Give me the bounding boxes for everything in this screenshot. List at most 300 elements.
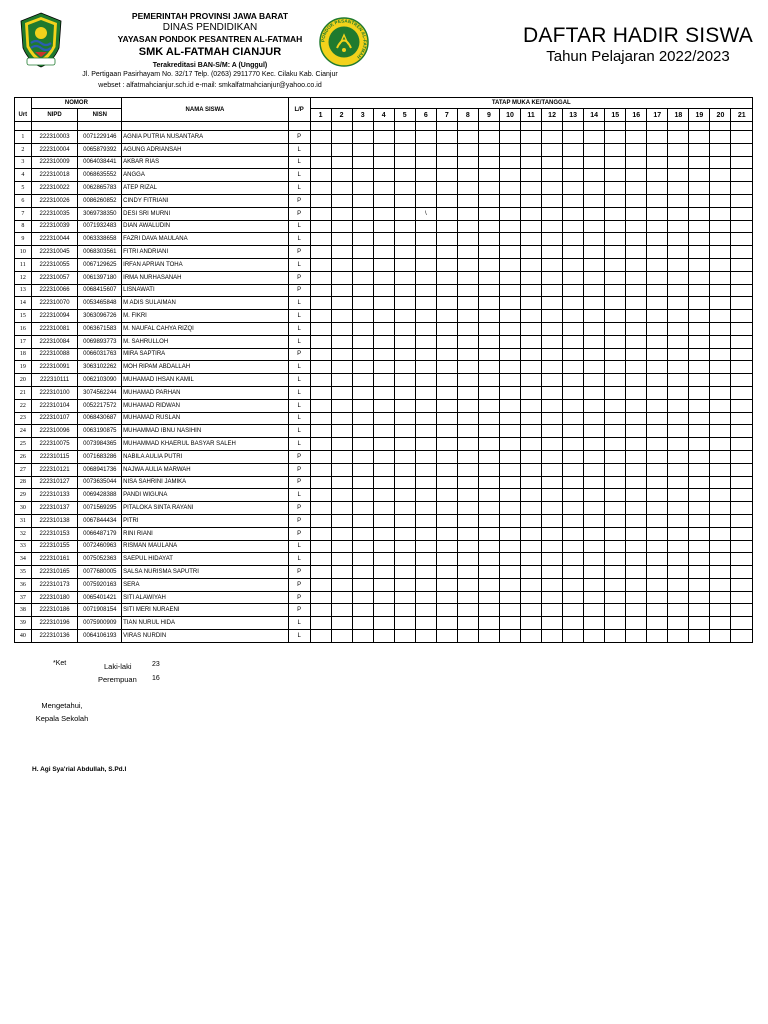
attendance-cell[interactable] [521,514,542,527]
attendance-cell[interactable] [310,194,331,207]
attendance-cell[interactable] [352,604,373,617]
attendance-cell[interactable] [584,284,605,297]
attendance-cell[interactable] [352,361,373,374]
attendance-cell[interactable] [668,169,689,182]
attendance-cell[interactable] [710,502,731,515]
attendance-cell[interactable] [436,540,457,553]
attendance-cell[interactable] [478,502,499,515]
attendance-cell[interactable] [626,348,647,361]
attendance-cell[interactable] [436,476,457,489]
attendance-cell[interactable] [310,476,331,489]
attendance-cell[interactable] [647,258,668,271]
attendance-cell[interactable] [415,399,436,412]
attendance-cell[interactable] [584,361,605,374]
attendance-cell[interactable] [310,450,331,463]
attendance-cell[interactable] [436,348,457,361]
attendance-cell[interactable] [521,386,542,399]
attendance-cell[interactable] [331,604,352,617]
attendance-cell[interactable] [584,322,605,335]
attendance-cell[interactable] [626,617,647,630]
attendance-cell[interactable] [521,438,542,451]
attendance-cell[interactable] [689,233,710,246]
attendance-cell[interactable] [647,182,668,195]
attendance-cell[interactable] [584,553,605,566]
attendance-cell[interactable] [563,297,584,310]
attendance-cell[interactable] [394,514,415,527]
attendance-cell[interactable] [647,348,668,361]
attendance-cell[interactable] [457,322,478,335]
attendance-cell[interactable] [584,425,605,438]
attendance-cell[interactable] [310,591,331,604]
attendance-cell[interactable] [626,463,647,476]
attendance-cell[interactable] [310,463,331,476]
attendance-cell[interactable] [521,578,542,591]
attendance-cell[interactable] [394,386,415,399]
attendance-cell[interactable] [331,310,352,323]
attendance-cell[interactable] [710,207,731,220]
attendance-cell[interactable] [605,489,626,502]
attendance-cell[interactable] [668,220,689,233]
attendance-cell[interactable] [331,131,352,144]
attendance-cell[interactable] [689,412,710,425]
attendance-cell[interactable] [394,425,415,438]
attendance-cell[interactable] [310,514,331,527]
attendance-cell[interactable] [626,604,647,617]
attendance-cell[interactable] [331,514,352,527]
attendance-cell[interactable] [478,348,499,361]
attendance-cell[interactable] [647,476,668,489]
attendance-cell[interactable] [331,412,352,425]
attendance-cell[interactable] [352,489,373,502]
attendance-cell[interactable] [626,438,647,451]
attendance-cell[interactable] [689,399,710,412]
attendance-cell[interactable] [478,399,499,412]
attendance-cell[interactable] [689,156,710,169]
attendance-cell[interactable] [731,438,753,451]
attendance-cell[interactable] [352,271,373,284]
attendance-cell[interactable] [542,258,563,271]
attendance-cell[interactable] [310,425,331,438]
attendance-cell[interactable] [584,335,605,348]
attendance-cell[interactable] [710,284,731,297]
attendance-cell[interactable] [331,182,352,195]
attendance-cell[interactable] [668,335,689,348]
attendance-cell[interactable] [415,182,436,195]
attendance-cell[interactable] [626,220,647,233]
attendance-cell[interactable] [647,553,668,566]
attendance-cell[interactable] [542,527,563,540]
attendance-cell[interactable] [436,617,457,630]
attendance-cell[interactable] [331,156,352,169]
attendance-cell[interactable] [605,131,626,144]
attendance-cell[interactable] [668,604,689,617]
attendance-cell[interactable] [352,476,373,489]
attendance-cell[interactable] [394,374,415,387]
attendance-cell[interactable] [499,156,520,169]
attendance-cell[interactable] [415,374,436,387]
attendance-cell[interactable] [521,156,542,169]
attendance-cell[interactable] [415,425,436,438]
attendance-cell[interactable] [542,553,563,566]
attendance-cell[interactable] [668,425,689,438]
attendance-cell[interactable] [352,386,373,399]
attendance-cell[interactable] [584,399,605,412]
attendance-cell[interactable] [436,194,457,207]
attendance-cell[interactable] [499,502,520,515]
attendance-cell[interactable] [373,617,394,630]
attendance-cell[interactable] [457,361,478,374]
attendance-cell[interactable] [668,361,689,374]
attendance-cell[interactable] [731,131,753,144]
attendance-cell[interactable] [310,246,331,259]
attendance-cell[interactable] [331,348,352,361]
attendance-cell[interactable] [668,271,689,284]
attendance-cell[interactable] [647,450,668,463]
attendance-cell[interactable] [563,604,584,617]
attendance-cell[interactable] [478,220,499,233]
attendance-cell[interactable] [331,578,352,591]
attendance-cell[interactable] [521,540,542,553]
attendance-cell[interactable] [584,310,605,323]
attendance-cell[interactable] [647,527,668,540]
attendance-cell[interactable] [478,438,499,451]
attendance-cell[interactable] [605,412,626,425]
attendance-cell[interactable] [668,207,689,220]
attendance-cell[interactable] [415,489,436,502]
attendance-cell[interactable] [689,310,710,323]
attendance-cell[interactable] [710,399,731,412]
attendance-cell[interactable] [731,271,753,284]
attendance-cell[interactable] [710,233,731,246]
attendance-cell[interactable] [394,348,415,361]
attendance-cell[interactable] [457,399,478,412]
attendance-cell[interactable] [521,502,542,515]
attendance-cell[interactable] [457,553,478,566]
attendance-cell[interactable] [373,438,394,451]
attendance-cell[interactable] [457,335,478,348]
attendance-cell[interactable] [668,438,689,451]
attendance-cell[interactable] [542,143,563,156]
attendance-cell[interactable] [436,182,457,195]
attendance-cell[interactable] [521,604,542,617]
attendance-cell[interactable] [605,361,626,374]
attendance-cell[interactable] [668,514,689,527]
attendance-cell[interactable] [626,412,647,425]
attendance-cell[interactable] [563,374,584,387]
attendance-cell[interactable] [436,514,457,527]
attendance-cell[interactable] [499,591,520,604]
attendance-cell[interactable] [584,578,605,591]
attendance-cell[interactable] [457,310,478,323]
attendance-cell[interactable] [563,425,584,438]
attendance-cell[interactable] [710,194,731,207]
attendance-cell[interactable] [394,566,415,579]
attendance-cell[interactable] [563,258,584,271]
attendance-cell[interactable] [352,399,373,412]
attendance-cell[interactable] [394,591,415,604]
attendance-cell[interactable] [605,182,626,195]
attendance-cell[interactable] [584,630,605,643]
attendance-cell[interactable] [478,169,499,182]
attendance-cell[interactable] [415,476,436,489]
attendance-cell[interactable] [310,374,331,387]
attendance-cell[interactable] [521,450,542,463]
attendance-cell[interactable] [689,143,710,156]
attendance-cell[interactable] [731,284,753,297]
attendance-cell[interactable] [373,271,394,284]
attendance-cell[interactable] [499,143,520,156]
attendance-cell[interactable] [310,207,331,220]
attendance-cell[interactable] [668,527,689,540]
attendance-cell[interactable] [436,297,457,310]
attendance-cell[interactable] [731,246,753,259]
attendance-cell[interactable] [499,131,520,144]
attendance-cell[interactable] [710,156,731,169]
attendance-cell[interactable] [499,361,520,374]
attendance-cell[interactable] [352,182,373,195]
attendance-cell[interactable] [478,194,499,207]
attendance-cell[interactable] [394,527,415,540]
attendance-cell[interactable] [310,348,331,361]
attendance-cell[interactable] [689,438,710,451]
attendance-cell[interactable] [626,386,647,399]
attendance-cell[interactable] [415,578,436,591]
attendance-cell[interactable] [415,131,436,144]
attendance-cell[interactable] [542,489,563,502]
attendance-cell[interactable] [415,246,436,259]
attendance-cell[interactable] [310,169,331,182]
attendance-cell[interactable] [710,246,731,259]
attendance-cell[interactable] [394,143,415,156]
attendance-cell[interactable] [436,489,457,502]
attendance-cell[interactable] [605,425,626,438]
attendance-cell[interactable] [394,258,415,271]
attendance-cell[interactable] [457,630,478,643]
attendance-cell[interactable] [563,194,584,207]
attendance-cell[interactable] [521,335,542,348]
attendance-cell[interactable] [542,476,563,489]
attendance-cell[interactable] [647,412,668,425]
attendance-cell[interactable] [331,450,352,463]
attendance-cell[interactable] [605,386,626,399]
attendance-cell[interactable] [352,438,373,451]
attendance-cell[interactable] [668,297,689,310]
attendance-cell[interactable] [521,463,542,476]
attendance-cell[interactable] [457,425,478,438]
attendance-cell[interactable] [310,386,331,399]
attendance-cell[interactable] [331,297,352,310]
attendance-cell[interactable] [499,540,520,553]
attendance-cell[interactable] [647,310,668,323]
attendance-cell[interactable] [542,425,563,438]
attendance-cell[interactable] [331,527,352,540]
attendance-cell[interactable] [394,194,415,207]
attendance-cell[interactable] [542,284,563,297]
attendance-cell[interactable] [731,591,753,604]
attendance-cell[interactable] [394,450,415,463]
attendance-cell[interactable] [542,630,563,643]
attendance-cell[interactable] [542,412,563,425]
attendance-cell[interactable] [394,438,415,451]
attendance-cell[interactable] [626,502,647,515]
attendance-cell[interactable] [331,207,352,220]
attendance-cell[interactable] [731,386,753,399]
attendance-cell[interactable] [668,182,689,195]
attendance-cell[interactable] [584,591,605,604]
attendance-cell[interactable] [731,630,753,643]
attendance-cell[interactable] [478,182,499,195]
attendance-cell[interactable] [436,604,457,617]
attendance-cell[interactable] [710,169,731,182]
attendance-cell[interactable] [584,527,605,540]
attendance-cell[interactable] [689,450,710,463]
attendance-cell[interactable] [373,194,394,207]
attendance-cell[interactable] [731,399,753,412]
attendance-cell[interactable] [499,348,520,361]
attendance-cell[interactable] [499,527,520,540]
attendance-cell[interactable] [584,566,605,579]
attendance-cell[interactable] [689,348,710,361]
attendance-cell[interactable] [668,450,689,463]
attendance-cell[interactable] [605,233,626,246]
attendance-cell[interactable] [331,617,352,630]
attendance-cell[interactable] [478,246,499,259]
attendance-cell[interactable] [710,361,731,374]
attendance-cell[interactable] [331,322,352,335]
attendance-cell[interactable] [521,246,542,259]
attendance-cell[interactable] [478,131,499,144]
attendance-cell[interactable] [331,143,352,156]
attendance-cell[interactable] [647,156,668,169]
attendance-cell[interactable] [584,348,605,361]
attendance-cell[interactable] [373,450,394,463]
attendance-cell[interactable] [563,489,584,502]
attendance-cell[interactable] [394,502,415,515]
attendance-cell[interactable] [563,527,584,540]
attendance-cell[interactable] [499,207,520,220]
attendance-cell[interactable] [647,194,668,207]
attendance-cell[interactable] [373,169,394,182]
attendance-cell[interactable] [689,271,710,284]
attendance-cell[interactable] [542,617,563,630]
attendance-cell[interactable] [542,399,563,412]
attendance-cell[interactable] [731,502,753,515]
attendance-cell[interactable] [710,591,731,604]
attendance-cell[interactable] [457,194,478,207]
attendance-cell[interactable] [331,476,352,489]
attendance-cell[interactable] [310,566,331,579]
attendance-cell[interactable] [647,297,668,310]
attendance-cell[interactable] [563,246,584,259]
attendance-cell[interactable] [563,476,584,489]
attendance-cell[interactable] [499,233,520,246]
attendance-cell[interactable] [563,553,584,566]
attendance-cell[interactable] [731,322,753,335]
attendance-cell[interactable] [668,374,689,387]
attendance-cell[interactable] [710,271,731,284]
attendance-cell[interactable] [626,258,647,271]
attendance-cell[interactable] [521,220,542,233]
attendance-cell[interactable] [542,604,563,617]
attendance-cell[interactable] [605,617,626,630]
attendance-cell[interactable] [478,425,499,438]
attendance-cell[interactable] [563,591,584,604]
attendance-cell[interactable] [436,322,457,335]
attendance-cell[interactable] [689,566,710,579]
attendance-cell[interactable] [373,463,394,476]
attendance-cell[interactable] [626,233,647,246]
attendance-cell[interactable] [457,297,478,310]
attendance-cell[interactable] [373,348,394,361]
attendance-cell[interactable] [457,502,478,515]
attendance-cell[interactable] [415,463,436,476]
attendance-cell[interactable] [310,131,331,144]
attendance-cell[interactable] [394,578,415,591]
attendance-cell[interactable] [373,258,394,271]
attendance-cell[interactable] [626,399,647,412]
attendance-cell[interactable] [668,540,689,553]
attendance-cell[interactable] [521,284,542,297]
attendance-cell[interactable] [499,438,520,451]
attendance-cell[interactable] [352,169,373,182]
attendance-cell[interactable] [499,258,520,271]
attendance-cell[interactable] [521,361,542,374]
attendance-cell[interactable] [352,131,373,144]
attendance-cell[interactable] [331,489,352,502]
attendance-cell[interactable] [415,284,436,297]
attendance-cell[interactable] [710,386,731,399]
attendance-cell[interactable] [478,476,499,489]
attendance-cell[interactable] [689,182,710,195]
attendance-cell[interactable] [478,412,499,425]
attendance-cell[interactable] [373,182,394,195]
attendance-cell[interactable] [626,156,647,169]
attendance-cell[interactable] [352,233,373,246]
attendance-cell[interactable] [626,566,647,579]
attendance-cell[interactable] [394,131,415,144]
attendance-cell[interactable] [542,131,563,144]
attendance-cell[interactable] [626,374,647,387]
attendance-cell[interactable] [605,591,626,604]
attendance-cell[interactable] [668,617,689,630]
attendance-cell[interactable] [521,131,542,144]
attendance-cell[interactable] [626,194,647,207]
attendance-cell[interactable] [436,310,457,323]
attendance-cell[interactable] [415,450,436,463]
attendance-cell[interactable] [499,284,520,297]
attendance-cell[interactable] [331,220,352,233]
attendance-cell[interactable]: \ [415,207,436,220]
attendance-cell[interactable] [710,310,731,323]
attendance-cell[interactable] [310,617,331,630]
attendance-cell[interactable] [710,258,731,271]
attendance-cell[interactable] [542,297,563,310]
attendance-cell[interactable] [731,450,753,463]
attendance-cell[interactable] [605,335,626,348]
attendance-cell[interactable] [352,463,373,476]
attendance-cell[interactable] [352,540,373,553]
attendance-cell[interactable] [731,617,753,630]
attendance-cell[interactable] [584,514,605,527]
attendance-cell[interactable] [542,156,563,169]
attendance-cell[interactable] [415,233,436,246]
attendance-cell[interactable] [415,258,436,271]
attendance-cell[interactable] [542,233,563,246]
attendance-cell[interactable] [478,361,499,374]
attendance-cell[interactable] [710,527,731,540]
attendance-cell[interactable] [310,438,331,451]
attendance-cell[interactable] [310,399,331,412]
